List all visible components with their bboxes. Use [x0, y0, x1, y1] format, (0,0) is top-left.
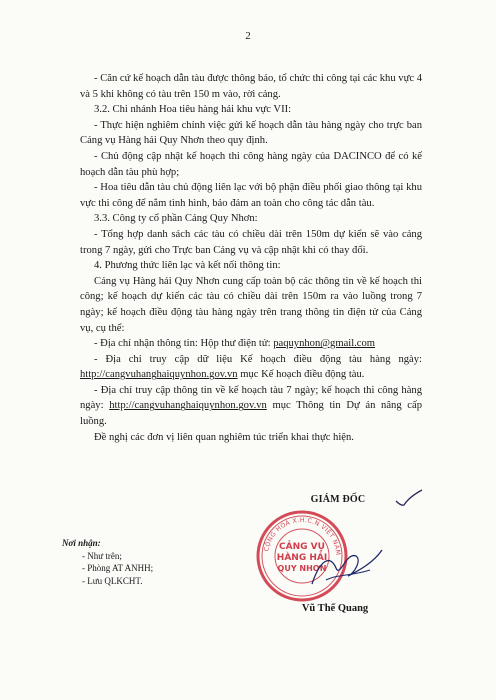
svg-text:QUY NHƠN: QUY NHƠN [277, 564, 327, 573]
paragraph-2: - Thực hiện nghiêm chỉnh việc gửi kế hoạch dẫn tàu hàng ngày cho trực ban Cảng vụ Hàng hải Quy Nhơn theo quy định. [80, 119, 422, 147]
approval-tick-icon [392, 487, 426, 509]
closing-line: Đề nghị các đơn vị liên quan nghiêm túc triển khai thực hiện. [94, 431, 354, 443]
recipients-title: Nơi nhận: [62, 538, 101, 548]
recipient-item: - Lưu QLKCHT. [82, 575, 143, 586]
email-line [80, 336, 422, 352]
paragraph-5: - Tổng hợp danh sách các tàu có chiều dài trên 150m dự kiến sẽ vào cảng trong 7 ngày, gửi cho Trực ban Cảng vụ và cập nhật khi có thay đổi. [80, 228, 422, 256]
site-link-2[interactable]: http://cangvuhanghaiquynhon.gov.vn [109, 400, 267, 412]
document-body [80, 71, 422, 445]
daily-plan-suffix: mục Kế hoạch điều động tàu. [237, 369, 365, 381]
page-number: 2 [245, 30, 251, 42]
email-label: - Địa chỉ nhận thông tin: Hộp thư điện tử: [94, 338, 274, 350]
paragraph-1: - Căn cứ kế hoạch dẫn tàu được thông báo, tổ chức thi công tại các khu vực 4 và 5 khi không có tàu trên 150 m vào, rời cảng. [80, 73, 422, 100]
recipients-block [62, 537, 153, 587]
site-link-1[interactable]: http://cangvuhanghaiquynhon.gov.vn [80, 369, 238, 381]
daily-plan-label: - Địa chỉ truy cập dữ liệu Kế hoạch điều động tàu hàng ngày: [94, 353, 422, 365]
daily-plan-line [80, 352, 422, 383]
recipient-item: - Phòng AT ANHH; [82, 563, 154, 573]
weekly-plan-label: - Địa chỉ truy cập thông tin về kế hoạch tàu 7 ngày; kế hoạch thi công hàng ngày: [80, 384, 422, 412]
weekly-plan-line [80, 383, 422, 430]
signer-name: Vũ Thế Quang [301, 603, 369, 614]
svg-text:HÀNG HẢI: HÀNG HẢI [276, 553, 328, 563]
paragraph-6: Cảng vụ Hàng hải Quy Nhơn cung cấp toàn bộ các thông tin về kế hoạch thi công; kế hoạch dự kiến các tàu có chiều dài trên 150m ra vào luồng trong 7 ngày; kế hoạch điều động tàu hàng ngày trên trang thông tin điện tử của Cảng vụ, cụ thể: [80, 275, 422, 334]
paragraph-3: - Chủ động cập nhật kế hoạch thi công hàng ngày của DACINCO để có kế hoạch dẫn tàu phù hợp; [80, 150, 422, 178]
paragraph-4: - Hoa tiêu dẫn tàu chủ động liên lạc với bộ phận điều phối giao thông tại khu vực thi công để nắm tình hình, bảo đảm an toàn cho công tác dẫn tàu. [80, 182, 422, 209]
svg-text:CỘNG HOÀ X.H.C.N VIỆT NAM: CỘNG HOÀ X.H.C.N VIỆT NAM [263, 516, 342, 556]
weekly-plan-suffix: mục Thông tin Dự án nâng cấp luồng. [80, 400, 422, 428]
section-3-3-heading: 3.3. Công ty cổ phần Cảng Quy Nhơn: [94, 213, 258, 225]
section-4-heading: 4. Phương thức liên lạc và kết nối thông tin: [94, 260, 281, 272]
handwritten-signature [290, 540, 390, 600]
signer-title: GIÁM ĐỐC [310, 494, 366, 505]
email-link[interactable]: paquynhon@gmail.com [273, 338, 376, 350]
section-3-2-heading: 3.2. Chi nhánh Hoa tiêu hàng hải khu vực VII: [94, 104, 292, 116]
recipient-item: - Như trên; [82, 550, 122, 561]
svg-text:CẢNG VỤ: CẢNG VỤ [279, 542, 325, 552]
